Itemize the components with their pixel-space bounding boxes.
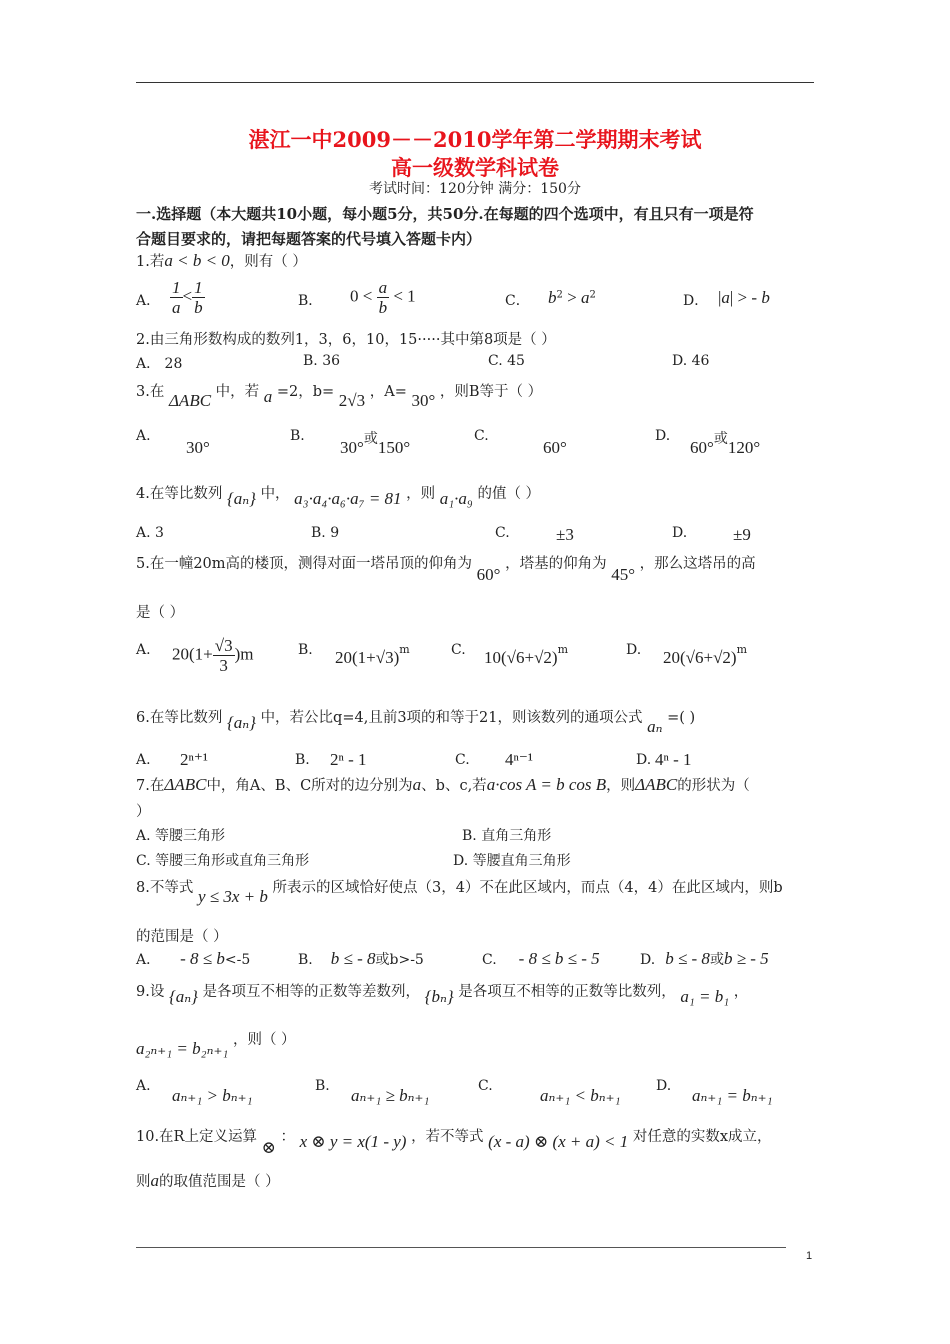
q9-option-b: B. (315, 1078, 330, 1094)
q4-option-a: A. 3 (136, 525, 164, 541)
q4-option-d: D. (672, 525, 688, 541)
q5-option-d-math: $20(√6+√2)^m$ (663, 643, 748, 667)
q1-option-c: C． (505, 293, 530, 309)
q2-option-c: C. 45 (488, 353, 525, 369)
q1-option-d-math: |a| > - b (718, 288, 770, 307)
header-rule (136, 82, 814, 83)
q7-option-c: C. 等腰三角形或直角三角形 (136, 853, 310, 869)
q8-option-b: B. b ≤ - 8或b>-5 (298, 949, 424, 968)
question-10: 10.在R上定义运算 ⊗ ： x ⊗ y = x(1 - y) ，若不等式 (x - a) ⊗ (x + a) < 1 对任意的实数x成立， (136, 1129, 772, 1157)
q9-option-b-math: aₙ₊₁ ≥ bₙ₊₁ (351, 1086, 430, 1105)
q9-option-d-math: aₙ₊₁ = bₙ₊₁ (692, 1086, 773, 1105)
q2-option-a: A． 28 (136, 356, 183, 372)
exam-title: 湛江一中2009－－2010学年第二学期期末考试 (248, 127, 702, 152)
q5-option-a: A. (136, 642, 151, 658)
q5-option-d: D. (626, 642, 642, 658)
q3-option-c-value: 60° (543, 438, 567, 457)
q3-option-b: B. (290, 428, 305, 444)
page-number: 1 (806, 1250, 813, 1262)
q8-option-d: D. b ≤ - 8或b ≥ - 5 (640, 949, 769, 968)
q3-option-a: A. (136, 428, 151, 444)
q6-option-b: B. (295, 752, 310, 768)
q6-option-b-math: 2ⁿ - 1 (330, 750, 367, 769)
section-heading-line2: 合题目要求的，请把每题答案的代号填入答题卡内） (136, 230, 482, 248)
q1-option-d: D． (683, 293, 709, 309)
question-9: 9.设 {aₙ} 是各项互不相等的正数等差数列， {bₙ} 是各项互不相等的正数等比数列， a₁ = b₁ ， (136, 984, 749, 1006)
q7-option-a: A. 等腰三角形 (136, 828, 226, 844)
question-7-cont: ） (136, 804, 151, 820)
question-5-cont: 是（ ） (136, 605, 185, 621)
q5-option-a-math: 20(1+ $\frac{√3}{3}$ )m (172, 636, 254, 675)
q5-option-b-math: $20(1+√3)^m$ (335, 643, 410, 667)
q8-option-c: C. - 8 ≤ b ≤ - 5 (482, 949, 600, 968)
q8-option-a: A． - 8 ≤ b<-5 (136, 949, 251, 968)
question-3: 3.在 ΔABC 中，若 a =2，b= 2√3 ，A= 30° ，则B等于（ ） (136, 384, 543, 410)
q9-option-c: C. (478, 1078, 493, 1094)
q3-option-c: C. (474, 428, 489, 444)
q6-option-c-math: 4ⁿ⁻¹ (505, 750, 533, 769)
question-5: 5.在一幢20m高的楼顶，测得对面一塔吊顶的仰角为 60° ，塔基的仰角为 45° ，那么这塔吊的高 (136, 556, 756, 584)
q9-option-a: A. (136, 1078, 151, 1094)
q1-option-b-math: 0 < $\frac{a}{b}$ < 1 (350, 278, 416, 317)
q2-option-d: D. 46 (672, 353, 710, 369)
q4-option-d-value: ±9 (733, 525, 751, 544)
q1-option-a: A． (136, 293, 161, 309)
q4-option-c: C. (495, 525, 510, 541)
q3-option-a-value: 30° (186, 438, 210, 457)
exam-info: 考试时间：120分钟 满分：150分 (369, 181, 581, 197)
question-1: 1.若a < b < 0，则有（ ） (136, 251, 307, 270)
q9-option-d: D. (656, 1078, 672, 1094)
q9-option-a-math: aₙ₊₁ > bₙ₊₁ (172, 1086, 253, 1105)
q3-option-d: D. (655, 428, 671, 444)
question-10-cont: 则a的取值范围是（ ） (136, 1171, 280, 1190)
q6-option-d: D. (636, 752, 652, 768)
q7-option-b: B. 直角三角形 (462, 828, 552, 844)
exam-subtitle: 高一级数学科试卷 (391, 155, 559, 180)
q2-option-b: B. 36 (303, 353, 341, 369)
q6-option-c: C. (455, 752, 470, 768)
question-7: 7.在ΔABC中，角A、B、C所对的边分别为a、b、c,若a·cos A = b cos B，则ΔABC的形状为（ (136, 775, 750, 794)
footer-rule (136, 1247, 786, 1248)
q3-option-b-value: 30°或150° (340, 431, 411, 457)
q7-option-d: D. 等腰直角三角形 (453, 853, 571, 869)
q6-option-d-math: 4ⁿ - 1 (655, 750, 692, 769)
question-6: 6.在等比数列 {aₙ} 中，若公比q=4,且前3项的和等于21，则该数列的通项公式 aₙ =( ) (136, 710, 696, 736)
q4-option-b: B. 9 (311, 525, 340, 541)
q1-option-a-math: $\frac{1}{a}$ < $\frac{1}{b}$ (172, 278, 203, 317)
q6-option-a: A. (136, 752, 151, 768)
q5-option-c-math: $10(√6+√2)^m$ (484, 643, 569, 667)
q3-option-d-value: 60°或120° (690, 431, 761, 457)
question-8-cont: 的范围是（ ） (136, 929, 228, 945)
question-9-cont: a₂ₙ₊₁ = b₂ₙ₊₁ ，则（ ） (136, 1032, 296, 1058)
question-4: 4.在等比数列 {aₙ} 中， a₃·a₄·a₆·a₇ = 81 ，则 a₁·a₉ 的值（ ） (136, 486, 541, 508)
q1-option-c-math: $b^2 > a^2$ (548, 288, 596, 307)
q5-option-c: C. (451, 642, 466, 658)
q4-option-c-value: ±3 (556, 525, 574, 544)
q6-option-a-math: 2ⁿ⁺¹ (180, 750, 208, 769)
question-2: 2.由三角形数构成的数列1，3，6，10，15·····其中第8项是（ ） (136, 332, 556, 348)
q5-option-b: B. (298, 642, 313, 658)
section-heading-line1: 一.选择题（本大题共10小题，每小题5分，共50分.在每题的四个选项中，有且只有一项是符 (136, 205, 754, 223)
q9-option-c-math: aₙ₊₁ < bₙ₊₁ (540, 1086, 621, 1105)
q1-option-b: B． (298, 293, 323, 309)
question-8: 8.不等式 y ≤ 3x + b 所表示的区域恰好使点（3，4）不在此区域内，而点（4，4）在此区域内，则b (136, 880, 783, 906)
